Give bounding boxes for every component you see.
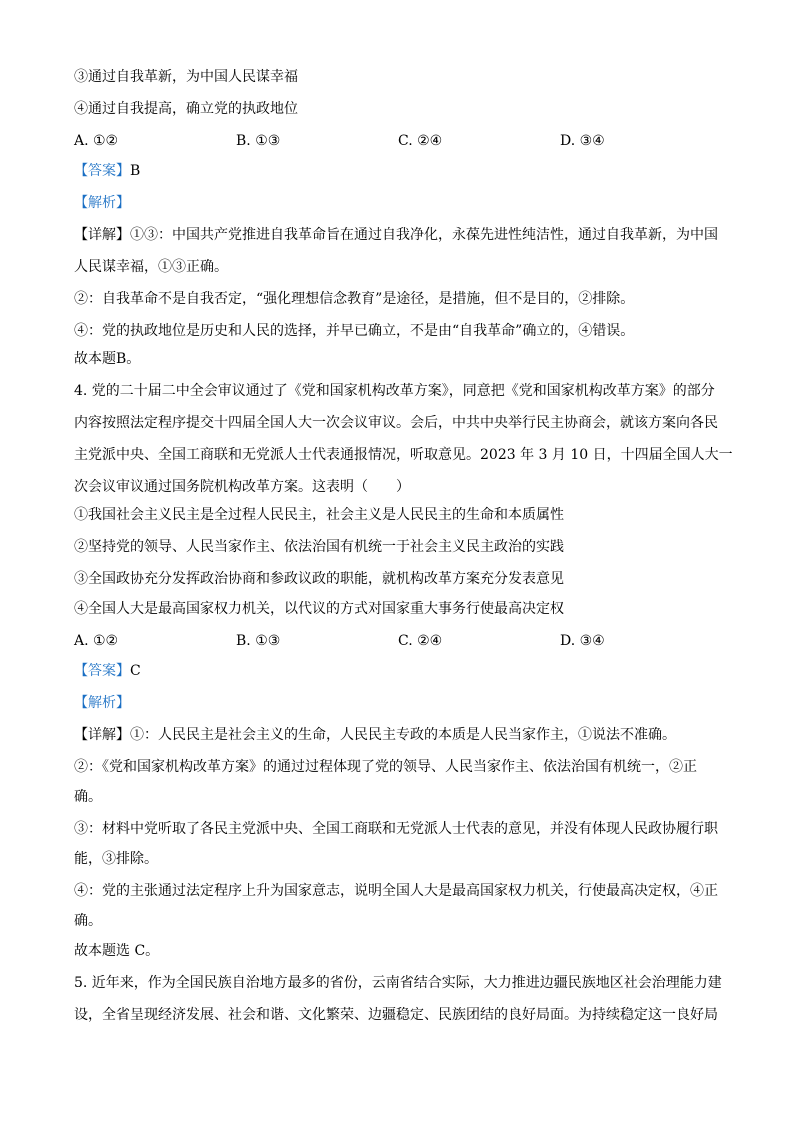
q4-option-d: D. ③④ — [560, 633, 605, 649]
analysis-tag: 【解析】 — [74, 195, 130, 211]
q3-option-d: D. ③④ — [560, 133, 605, 149]
answer-value: C — [130, 663, 141, 679]
detail-tag: 【详解】 — [74, 727, 130, 743]
explanation-text: ①③：中国共产党推进自我革命旨在通过自我净化，永葆先进性纯洁性，通过自我革新，为中国 — [130, 227, 718, 243]
q3-explanation-line — [74, 226, 724, 244]
q4-stem-line: 内容按照法定程序提交十四届全国人大一次会议审议。会后，中共中央举行民主协商会，就该方案向各民 — [74, 415, 718, 431]
q3-option-a: A. ①② — [74, 133, 119, 149]
q4-stem-line: 次会议审议通过国务院机构改革方案。这表明（ ） — [74, 479, 410, 495]
q3-option-c: C. ②④ — [398, 133, 443, 149]
q4-stem-line: 主党派中央、全国工商联和无党派人士代表通报情况，听取意见。2023 年 3 月 10 日，十四届全国人大一 — [74, 447, 733, 463]
q3-option-b: B. ①③ — [236, 133, 281, 149]
q4-choice-item-3: ③全国政协充分发挥政治协商和参政议政的职能，就机构改革方案充分发表意见 — [74, 571, 564, 587]
q3-explanation-line: ④：党的执政地位是历史和人民的选择，并早已确立，不是由“自我革命”确立的，④错误。 — [74, 323, 635, 339]
q4-choice-item-1: ①我国社会主义民主是全过程人民民主，社会主义是人民民主的生命和本质属性 — [74, 507, 564, 523]
q3-explanation-line: ②：自我革命不是自我否定，“强化理想信念教育”是途径，是措施，但不是目的，②排除。 — [74, 291, 635, 307]
q4-stem-line: 4. 党的二十届二中全会审议通过了《党和国家机构改革方案》，同意把《党和国家机构改革方案》的部分 — [74, 383, 715, 399]
q4-explanation-line: ④：党的主张通过法定程序上升为国家意志，说明全国人大是最高国家权力机关，行使最高决定权，④正 — [74, 883, 718, 899]
q4-explanation-line: ②：《党和国家机构改革方案》的通过过程体现了党的领导、人民当家作主、依法治国有机统一，②正 — [74, 759, 697, 775]
q4-option-a: A. ①② — [74, 633, 119, 649]
q4-choice-item-4: ④全国人大是最高国家权力机关，以代议的方式对国家重大事务行使最高决定权 — [74, 601, 564, 617]
q4-conclusion: 故本题选 C。 — [74, 943, 160, 959]
q5-stem-line: 5. 近年来，作为全国民族自治地方最多的省份，云南省结合实际，大力推进边疆民族地区社会治理能力建 — [74, 975, 722, 991]
q4-explanation-line — [74, 726, 724, 744]
q3-choice-item-4: ④通过自我提高，确立党的执政地位 — [74, 101, 298, 117]
answer-tag: 【答案】 — [74, 163, 130, 179]
q3-choice-item-3: ③通过自我革新，为中国人民谋幸福 — [74, 69, 298, 85]
detail-tag: 【详解】 — [74, 227, 130, 243]
q4-explanation-line: 能，③排除。 — [74, 851, 158, 867]
q3-options — [74, 132, 724, 150]
q4-explanation-line: ③：材料中党听取了各民主党派中央、全国工商联和无党派人士代表的意见，并没有体现人民政协履行职 — [74, 821, 718, 837]
q3-explanation-line: 人民谋幸福，①③正确。 — [74, 259, 228, 275]
q4-analysis-heading — [74, 694, 724, 712]
q4-choice-item-2: ②坚持党的领导、人民当家作主、依法治国有机统一于社会主义民主政治的实践 — [74, 539, 564, 555]
q4-option-c: C. ②④ — [398, 633, 443, 649]
q4-option-b: B. ①③ — [236, 633, 281, 649]
explanation-text: ①：人民民主是社会主义的生命，人民民主专政的本质是人民当家作主，①说法不准确。 — [130, 727, 676, 743]
q4-answer — [74, 662, 724, 680]
q4-explanation-line: 确。 — [74, 913, 102, 929]
q3-conclusion: 故本题B。 — [74, 351, 141, 367]
q3-answer — [74, 162, 724, 180]
answer-tag: 【答案】 — [74, 663, 130, 679]
analysis-tag: 【解析】 — [74, 695, 130, 711]
answer-value: B — [130, 163, 141, 179]
q4-explanation-line: 确。 — [74, 789, 102, 805]
q3-analysis-heading — [74, 194, 724, 212]
q5-stem-line: 设，全省呈现经济发展、社会和谐、文化繁荣、边疆稳定、民族团结的良好局面。为持续稳定这一良好局 — [74, 1007, 718, 1023]
q4-options — [74, 632, 724, 650]
